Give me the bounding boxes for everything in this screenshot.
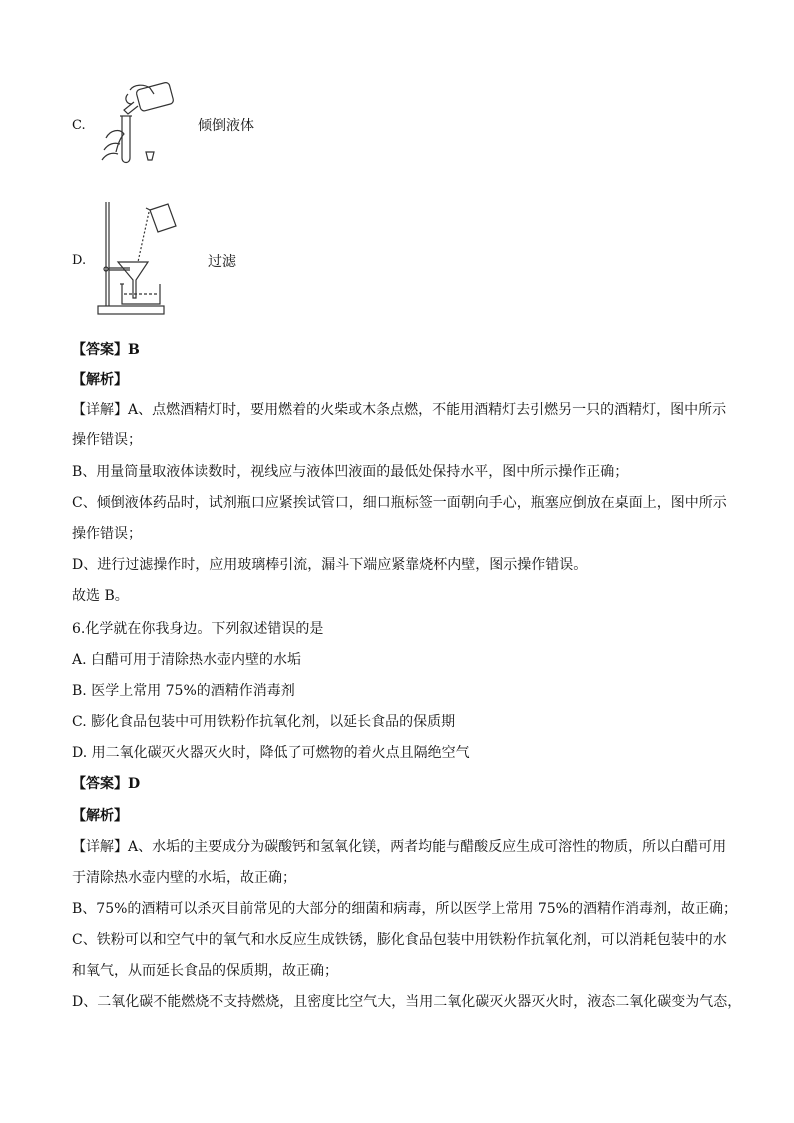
- q6-analysis-heading: 【解析】: [72, 808, 128, 824]
- q6-option-b: B. 医学上常用 75%的酒精作消毒剂: [72, 683, 295, 699]
- q6-option-a: A. 白醋可用于清除热水壶内壁的水垢: [72, 652, 302, 668]
- q5-conclusion: 故选 B。: [72, 588, 129, 604]
- option-d-caption: 过滤: [208, 253, 236, 270]
- q6-option-c: C. 膨化食品包装中可用铁粉作抗氧化剂，以延长食品的保质期: [72, 714, 456, 730]
- q6-detail-line: 和氧气，从而延长食品的保质期，故正确；: [72, 963, 338, 979]
- q6-detail-line: C、铁粉可以和空气中的氧气和水反应生成铁锈，膨化食品包装中用铁粉作抗氧化剂，可以消耗包装中的水: [72, 932, 727, 948]
- q5-detail-line: B、用量筒量取液体读数时，视线应与液体凹液面的最低处保持水平，图中所示操作正确；: [72, 464, 629, 480]
- filtration-figure: [94, 198, 194, 323]
- option-d-letter: D.: [72, 253, 87, 268]
- q6-stem: 6.化学就在你我身边。下列叙述错误的是: [72, 621, 324, 637]
- pouring-liquid-figure: [94, 80, 184, 170]
- option-c-row: [72, 80, 254, 170]
- option-c-caption: 倾倒液体: [198, 118, 254, 134]
- q5-detail-line: 操作错误；: [72, 432, 142, 448]
- q5-detail-line: 操作错误；: [72, 526, 142, 542]
- q5-detail-line: 【详解】A、点燃酒精灯时，要用燃着的火柴或木条点燃，不能用酒精灯去引燃另一只的酒精灯，图中所示: [72, 402, 727, 418]
- q5-answer: 【答案】B: [72, 342, 140, 358]
- q6-detail-line: D、二氧化碳不能燃烧不支持燃烧，且密度比空气大，当用二氧化碳灭火器灭火时，液态二氧化碳变为气态，: [72, 994, 742, 1010]
- q5-detail-line: C、倾倒液体药品时，试剂瓶口应紧挨试管口，细口瓶标签一面朝向手心，瓶塞应倒放在桌面上，图中所示: [72, 495, 727, 511]
- q6-answer: 【答案】D: [72, 776, 141, 792]
- q6-detail-line: B、75%的酒精可以杀灭目前常见的大部分的细菌和病毒，所以医学上常用 75%的酒精作消毒剂，故正确；: [72, 901, 737, 917]
- q6-detail-line: 于清除热水壶内壁的水垢，故正确；: [72, 870, 296, 886]
- q6-detail-line: 【详解】A、水垢的主要成分为碳酸钙和氢氧化镁，两者均能与醋酸反应生成可溶性的物质，所以白醋可用: [72, 839, 727, 855]
- option-c-letter: C.: [72, 117, 86, 133]
- q5-analysis-heading: 【解析】: [72, 372, 128, 388]
- option-d-row: [72, 198, 236, 323]
- q6-option-d: D. 用二氧化碳灭火器灭火时，降低了可燃物的着火点且隔绝空气: [72, 745, 470, 761]
- q5-detail-line: D、进行过滤操作时，应用玻璃棒引流，漏斗下端应紧靠烧杯内壁，图示操作错误。: [72, 557, 588, 573]
